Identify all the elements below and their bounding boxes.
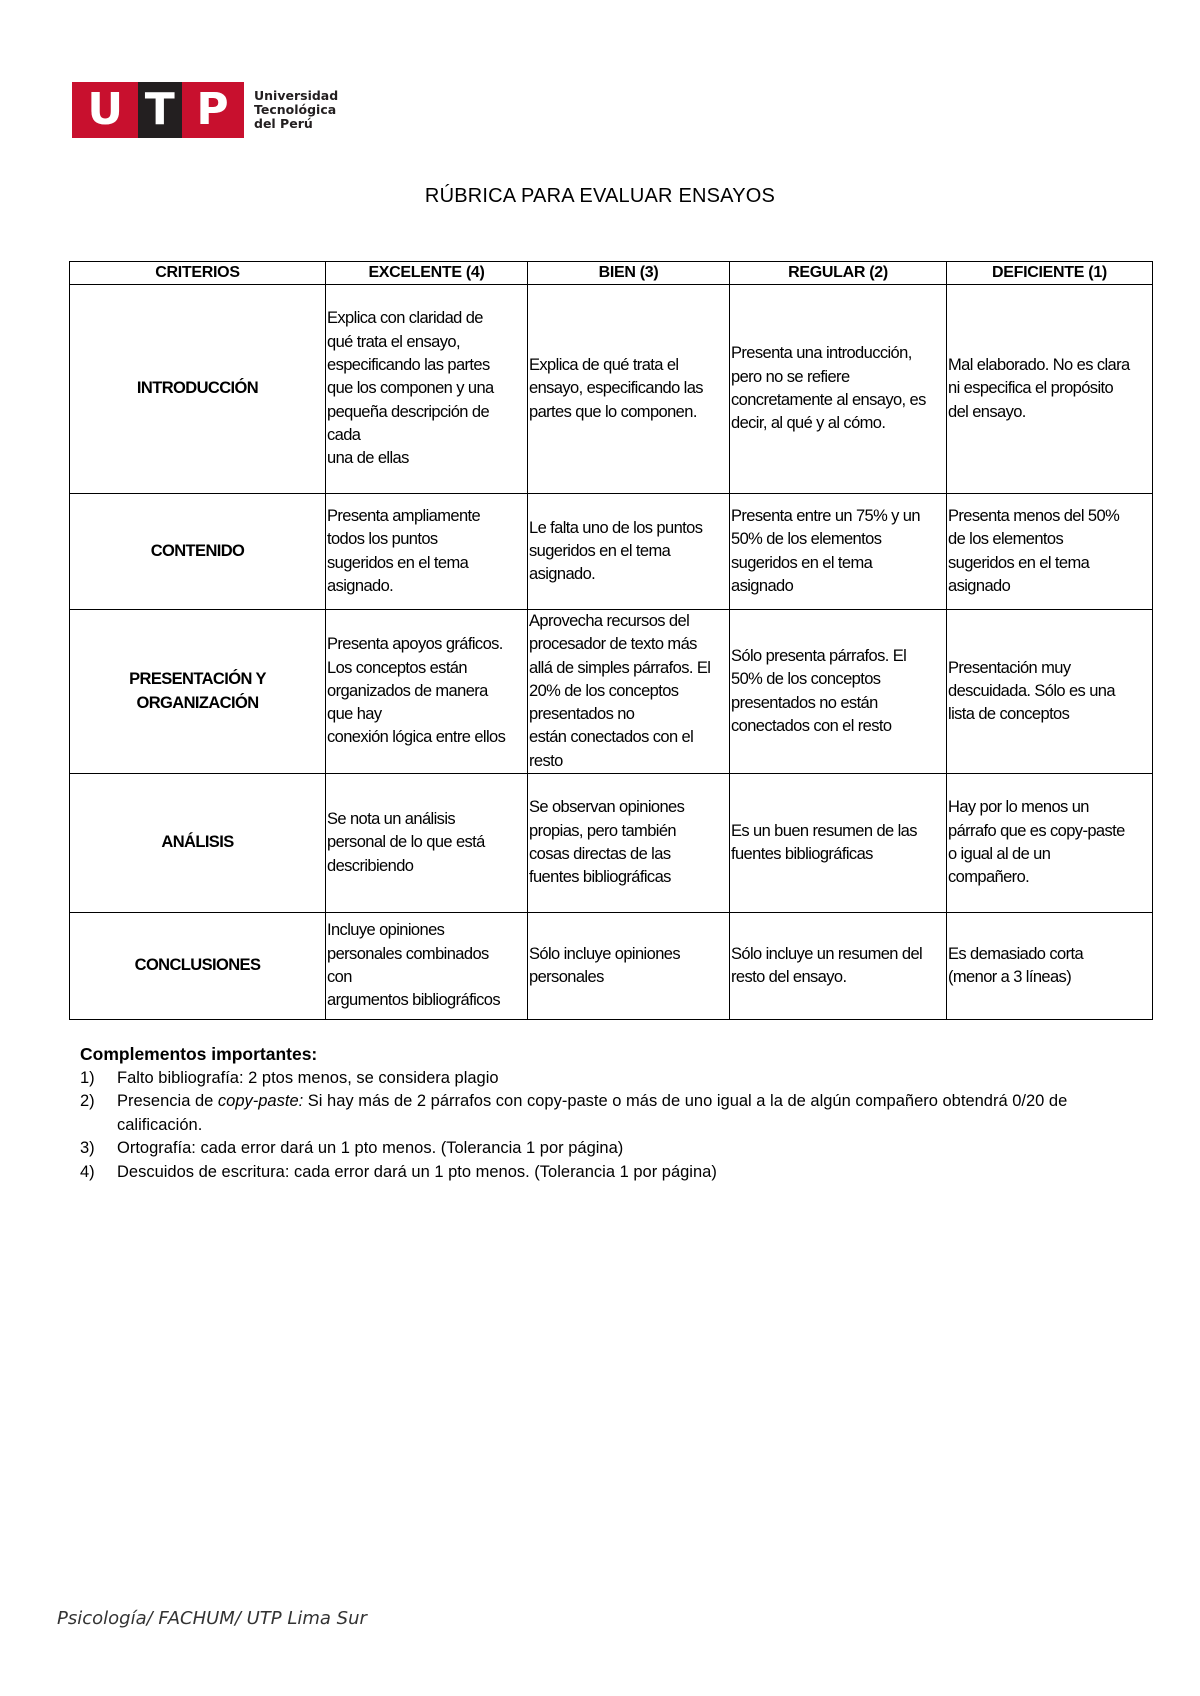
item-text-post: Si hay más de 2 párrafos con copy-paste o más de uno igual a la de algún compañero obtendrá 0/20 de calificación.: [117, 1092, 1068, 1134]
cell-text-line: fuentes bibliográficas: [529, 868, 671, 887]
cell-text-line: organizados de manera: [327, 681, 488, 700]
cell-excelente: [326, 774, 528, 913]
cell-text-line: de los elementos: [948, 530, 1064, 549]
cell-text-line: sugeridos en el tema: [327, 553, 469, 572]
cell-text-line: Se observan opiniones: [529, 798, 685, 817]
cell-text-line: propias, pero también: [529, 821, 676, 840]
cell-text-line: Presenta entre un 75% y un: [731, 506, 920, 525]
table-row: [70, 774, 1153, 913]
item-number: 2): [80, 1092, 95, 1110]
cell-text-line: 20% de los conceptos: [529, 681, 679, 700]
cell-text-line: ensayo, especificando las: [529, 379, 703, 398]
cell-text-line: partes que lo componen.: [529, 402, 697, 421]
cell-text-line: lista de conceptos: [948, 705, 1070, 724]
cell-bien: [528, 610, 730, 774]
cell-text-line: o igual al de un: [948, 845, 1051, 864]
criterion-label: CONCLUSIONES: [134, 956, 261, 975]
rubric-table: [69, 261, 1153, 1020]
cell-text-line: asignado: [731, 576, 794, 595]
cell-deficiente: [947, 774, 1153, 913]
cell-text-line: qué trata el ensayo,: [327, 332, 460, 351]
logo-name-line: Tecnológica: [254, 102, 337, 117]
cell-text-line: Presenta ampliamente: [327, 506, 481, 525]
header-deficiente: DEFICIENTE (1): [947, 262, 1153, 285]
cell-text-line: sugeridos en el tema: [948, 553, 1090, 572]
cell-text-line: fuentes bibliográficas: [731, 845, 873, 864]
cell-text-line: resto: [529, 751, 563, 770]
cell-text-line: presentados no: [529, 705, 635, 724]
cell-text-line: concretamente al ensayo, es: [731, 391, 926, 409]
cell-text-line: 50% de los elementos: [731, 530, 882, 549]
cell-text-line: asignado.: [529, 565, 596, 584]
item-text: [117, 1090, 1140, 1137]
criterion-label: ANÁLISIS: [161, 833, 234, 852]
cell-text-line: Presentación muy: [948, 658, 1071, 677]
criterion-cell: [70, 494, 326, 610]
cell-text-line: resto del ensayo.: [731, 968, 847, 987]
table-row: [70, 610, 1153, 774]
list-item: [80, 1161, 1140, 1185]
cell-bien: [528, 285, 730, 494]
cell-text-line: ni especifica el propósito: [948, 379, 1114, 398]
item-text-emphasis: copy-paste:: [217, 1092, 304, 1110]
cell-excelente: [326, 913, 528, 1020]
cell-text-line: cosas directas de las: [529, 845, 671, 864]
cell-text-line: Presenta apoyos gráficos.: [327, 635, 503, 654]
cell-text-line: cada: [327, 425, 361, 444]
cell-text-line: conectados con el resto: [731, 716, 892, 735]
cell-text-line: Incluye opiniones: [327, 921, 445, 940]
cell-text-line: pequeña descripción de: [327, 402, 490, 421]
cell-excelente: [326, 285, 528, 494]
cell-text-line: sugeridos en el tema: [529, 541, 671, 560]
cell-text-line: Presenta una introducción,: [731, 344, 912, 363]
cell-text-line: del ensayo.: [948, 402, 1026, 421]
cell-text-line: pero no se refiere: [731, 367, 850, 386]
header-excelente: EXCELENTE (4): [326, 262, 528, 285]
cell-text-line: 50% de los conceptos: [731, 670, 881, 689]
cell-excelente: [326, 494, 528, 610]
cell-text-line: especificando las partes: [327, 356, 490, 375]
cell-regular: [730, 610, 947, 774]
cell-text-line: asignado.: [327, 576, 394, 595]
cell-regular: [730, 285, 947, 494]
cell-text-line: personales combinados: [327, 944, 489, 963]
cell-text-line: presentados no están: [731, 693, 878, 712]
cell-text-line: Se nota un análisis: [327, 810, 456, 829]
cell-regular: [730, 913, 947, 1020]
table-row: [70, 913, 1153, 1020]
criterion-cell: [70, 285, 326, 494]
cell-deficiente: [947, 285, 1153, 494]
cell-bien: [528, 494, 730, 610]
criterion-label: ORGANIZACIÓN: [136, 693, 259, 712]
utp-logo-mark: [72, 82, 244, 138]
cell-text-line: Es un buen resumen de las: [731, 821, 917, 840]
cell-text-line: conexión lógica entre ellos: [327, 728, 506, 747]
cell-text-line: Hay por lo menos un: [948, 798, 1089, 817]
list-item: [80, 1090, 1140, 1137]
cell-deficiente: [947, 610, 1153, 774]
cell-text-line: Sólo incluye un resumen del: [731, 944, 923, 963]
cell-text-line: Sólo presenta párrafos. El: [731, 646, 907, 665]
important-complements: [80, 1043, 1140, 1184]
table-header-row: [70, 262, 1153, 285]
item-number: 4): [80, 1162, 95, 1181]
document-title: RÚBRICA PARA EVALUAR ENSAYOS: [424, 185, 776, 207]
item-text: Descuidos de escritura: cada error dará un 1 pto menos. (Tolerancia 1 por página): [117, 1162, 717, 1181]
header-criterios: CRITERIOS: [70, 262, 326, 285]
cell-text-line: con: [327, 968, 352, 987]
logo-letter-t: T: [138, 82, 182, 138]
cell-regular: [730, 774, 947, 913]
cell-text-line: compañero.: [948, 868, 1030, 887]
cell-text-line: Mal elaborado. No es clara: [948, 356, 1130, 375]
cell-text-line: Explica de qué trata el: [529, 356, 679, 375]
criterion-cell: [70, 774, 326, 913]
item-text: Falto bibliografía: 2 ptos menos, se considera plagio: [117, 1068, 499, 1087]
cell-text-line: que hay: [327, 705, 382, 724]
cell-bien: [528, 774, 730, 913]
page-footer: Psicología/ FACHUM/ UTP Lima Sur: [57, 1608, 367, 1629]
cell-text-line: allá de simples párrafos. El: [529, 658, 711, 677]
cell-text-line: personal de lo que está: [327, 833, 485, 852]
criterion-cell: [70, 913, 326, 1020]
criterion-label: CONTENIDO: [150, 541, 245, 560]
cell-text-line: Explica con claridad de: [327, 309, 483, 328]
logo-name-line: del Perú: [254, 116, 313, 131]
header-regular: REGULAR (2): [730, 262, 947, 285]
utp-logo: [72, 82, 338, 138]
cell-text-line: Los conceptos están: [327, 658, 467, 677]
cell-text-line: personales: [529, 968, 604, 987]
item-number: 3): [80, 1139, 95, 1157]
logo-letter-p: P: [196, 84, 229, 135]
criterion-label: INTRODUCCIÓN: [136, 379, 259, 398]
logo-letter-u: U: [87, 84, 124, 135]
cell-bien: [528, 913, 730, 1020]
cell-text-line: Sólo incluye opiniones: [529, 944, 680, 963]
cell-text-line: descuidada. Sólo es una: [948, 681, 1115, 700]
cell-text-line: decir, al qué y al cómo.: [731, 414, 886, 433]
cell-text-line: Es demasiado corta: [948, 944, 1084, 963]
item-text-pre: Presencia de: [117, 1092, 218, 1110]
list-item: [80, 1067, 1140, 1091]
cell-text-line: describiendo: [327, 856, 414, 875]
table-row: [70, 285, 1153, 494]
cell-text-line: todos los puntos: [327, 530, 438, 549]
cell-text-line: están conectados con el: [529, 728, 694, 747]
header-bien: BIEN (3): [528, 262, 730, 285]
cell-text-line: asignado: [948, 576, 1011, 595]
list-item: [80, 1137, 1140, 1161]
cell-text-line: sugeridos en el tema: [731, 553, 873, 572]
cell-text-line: Aprovecha recursos del: [529, 612, 690, 630]
logo-university-name: [254, 89, 338, 131]
cell-regular: [730, 494, 947, 610]
cell-deficiente: [947, 913, 1153, 1020]
criterion-cell: [70, 610, 326, 774]
cell-text-line: Le falta uno de los puntos: [529, 518, 703, 537]
complements-heading: Complementos importantes:: [80, 1044, 318, 1064]
cell-deficiente: [947, 494, 1153, 610]
cell-text-line: Presenta menos del 50%: [948, 506, 1120, 525]
logo-name-line: Universidad: [254, 88, 339, 103]
cell-excelente: [326, 610, 528, 774]
cell-text-line: que los componen y una: [327, 379, 494, 398]
criterion-label: PRESENTACIÓN Y: [129, 670, 266, 689]
cell-text-line: argumentos bibliográficos: [327, 991, 501, 1010]
item-text: Ortografía: cada error dará un 1 pto menos. (Tolerancia 1 por página): [117, 1139, 624, 1157]
table-row: [70, 494, 1153, 610]
cell-text-line: párrafo que es copy-paste: [948, 821, 1125, 840]
item-number: 1): [80, 1068, 95, 1087]
cell-text-line: (menor a 3 líneas): [948, 968, 1072, 987]
cell-text-line: una de ellas: [327, 449, 409, 468]
cell-text-line: procesador de texto más: [529, 635, 697, 654]
